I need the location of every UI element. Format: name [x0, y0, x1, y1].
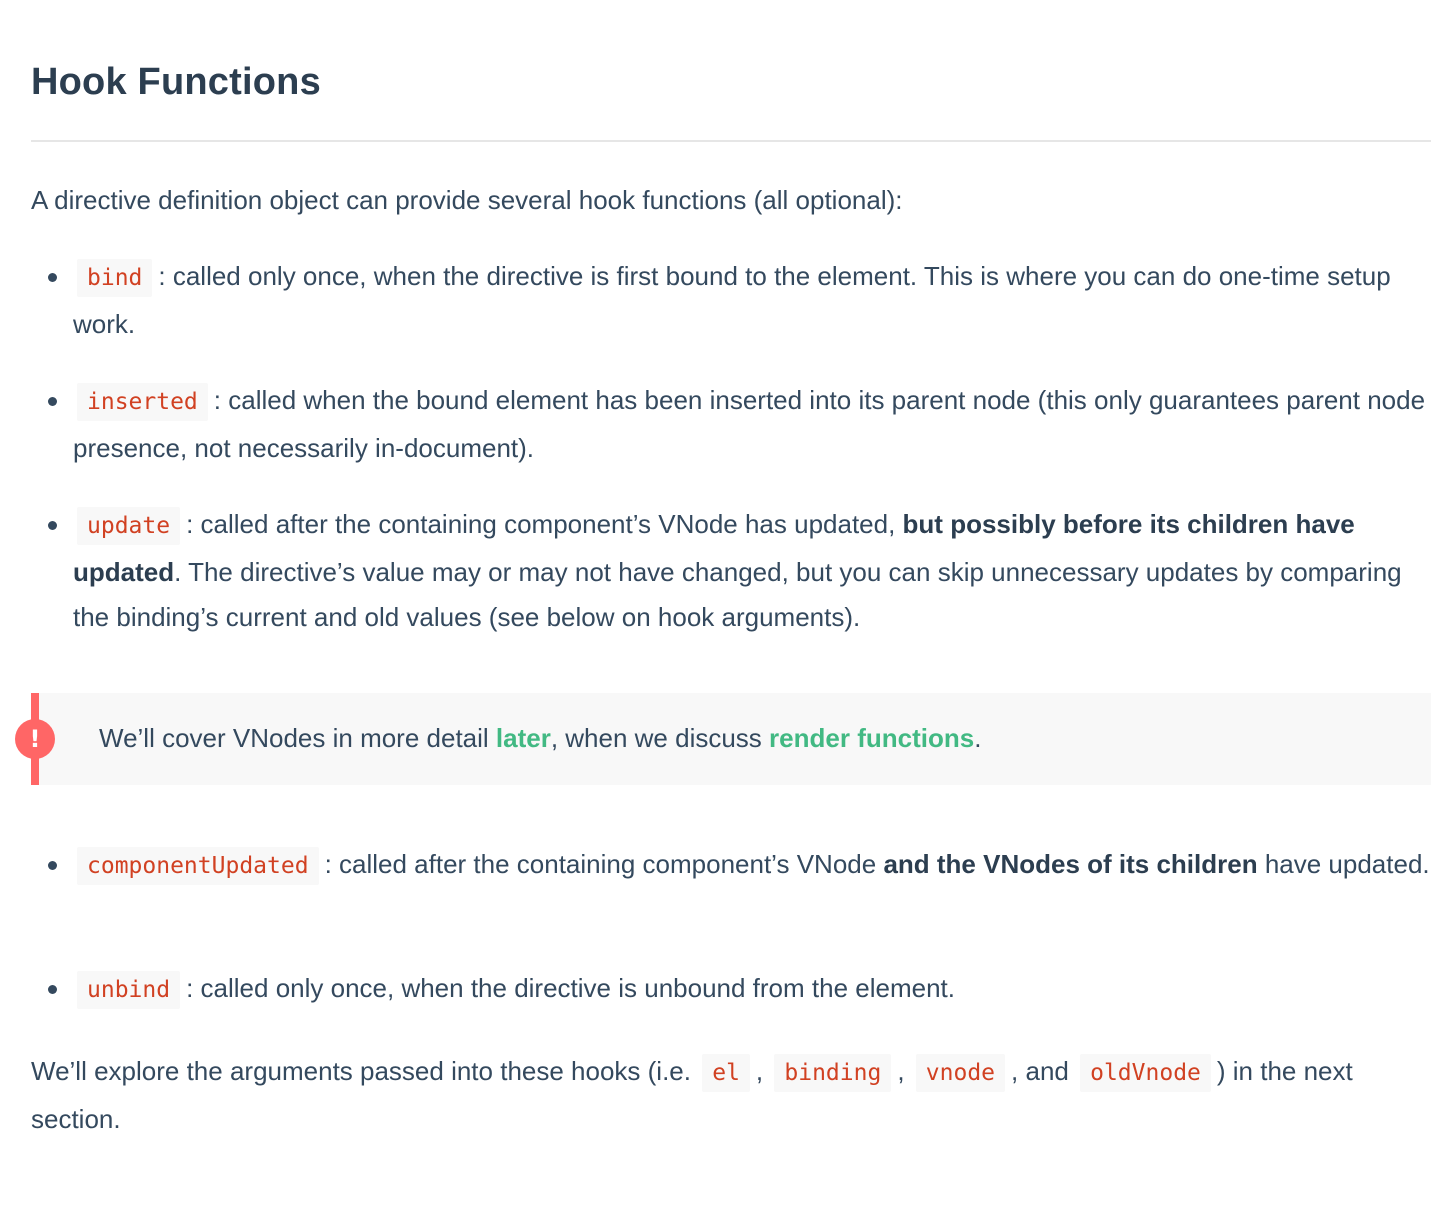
hook-description: : called only once, when the directive is unbound from the element.: [186, 973, 955, 1003]
tip-text: [99, 716, 981, 761]
tip-text-end: .: [974, 723, 982, 753]
hook-description-continued: have updated.: [1257, 849, 1430, 879]
hook-name-code: bind: [77, 259, 152, 297]
hook-name-code: inserted: [77, 383, 208, 421]
tip-text-start: We’ll cover VNodes in more detail: [99, 723, 496, 753]
hook-description: : called only once, when the directive is first bound to the element. This is where you can do one-time setup work.: [73, 261, 1391, 339]
arg-code-binding: binding: [774, 1054, 891, 1092]
exclamation-icon: !: [15, 719, 55, 759]
hook-list: [31, 378, 1431, 471]
arg-code-el: el: [702, 1054, 750, 1092]
list-item: [31, 502, 1431, 641]
hook-list: [31, 254, 1431, 347]
outro-text-end: ) in the next section.: [31, 1056, 1353, 1134]
hook-list: [31, 966, 1431, 1014]
arg-code-vnode: vnode: [916, 1054, 1005, 1092]
list-item: [31, 842, 1431, 890]
hook-list: [31, 842, 1431, 890]
outro-separator: ,: [755, 1056, 764, 1086]
list-item: [31, 966, 1431, 1014]
hook-description-continued: . The directive’s value may or may not have changed, but you can skip unnecessary updates by comparing the binding’s current and old values (see below on hook arguments).: [73, 556, 1402, 632]
hook-description: : called after the containing component’s VNode: [324, 849, 884, 879]
outro-separator: , and: [1011, 1056, 1069, 1086]
hook-description: : called when the bound element has been inserted into its parent node (this only guarantees parent node presence, not necessarily in-document).: [73, 385, 1426, 463]
later-link[interactable]: later: [495, 723, 551, 753]
heading-divider: [31, 140, 1431, 142]
outro-separator: ,: [897, 1056, 905, 1086]
hook-emphasis: but possibly before its children have updated: [73, 509, 1355, 587]
arg-code-oldvnode: oldVnode: [1080, 1054, 1211, 1092]
list-item: [31, 378, 1431, 471]
hook-name-code: componentUpdated: [77, 847, 319, 885]
outro-text-start: We’ll explore the arguments passed into these hooks (i.e.: [31, 1056, 699, 1086]
list-item: [31, 254, 1431, 347]
hook-name-code: update: [77, 507, 180, 545]
hook-list: [31, 502, 1431, 641]
tip-text-middle: , when we discuss: [550, 723, 770, 753]
hook-name-code: unbind: [77, 971, 180, 1009]
hook-emphasis: and the VNodes of its children: [883, 849, 1258, 879]
render-functions-link[interactable]: render functions: [769, 723, 975, 753]
outro-paragraph: [31, 1048, 1431, 1142]
warning-tip: [31, 693, 1431, 785]
hook-description: : called after the containing component’s VNode has updated,: [186, 509, 903, 539]
intro-paragraph: A directive definition object can provide several hook functions (all optional):: [31, 185, 903, 215]
section-heading: Hook Functions: [31, 61, 321, 103]
